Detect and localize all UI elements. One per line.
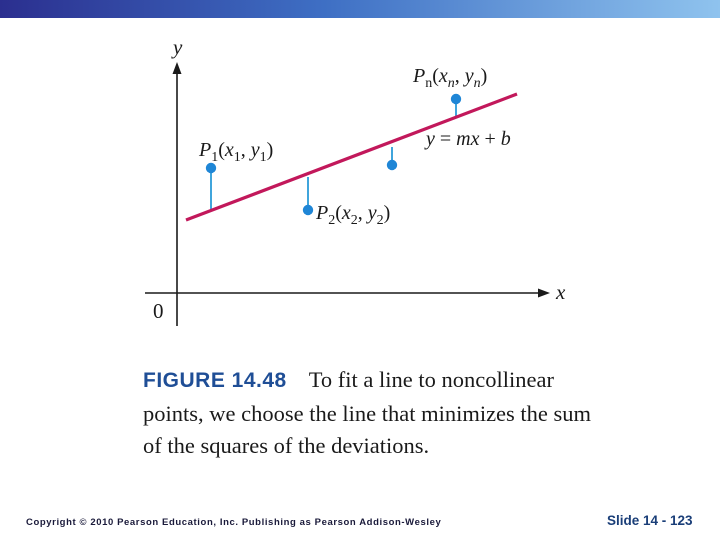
origin-label: 0: [153, 299, 164, 323]
x-axis-label: x: [556, 280, 566, 304]
point-label-pn: $P_n(x_n$, $y_n$): [413, 65, 488, 91]
y-axis-label: y: [173, 35, 183, 59]
data-point-pn: [451, 94, 461, 104]
caption-text: To fit a line to noncollinear points, we choose the line that minimizes the sum of the squares of the deviations.: [143, 367, 592, 458]
data-point-p2: [303, 205, 313, 215]
slide-number: Slide 14 - 123: [607, 513, 693, 528]
point-label-p2: $P_2(x_2$, $y_2$): [316, 202, 391, 228]
line-equation-label: y = mx + b: [426, 128, 511, 150]
figure-caption: [143, 364, 603, 463]
point-label-p1: $P_1(x_1$, $y_1$): [199, 139, 274, 165]
copyright-notice: Copyright © 2010 Pearson Education, Inc. Publishing as Pearson Addison-Wesley: [26, 517, 442, 528]
data-point-p3: [387, 160, 397, 170]
x-axis-arrow: [538, 289, 550, 298]
figure-number: FIGURE 14.48: [143, 369, 287, 392]
y-axis-arrow: [173, 62, 182, 74]
